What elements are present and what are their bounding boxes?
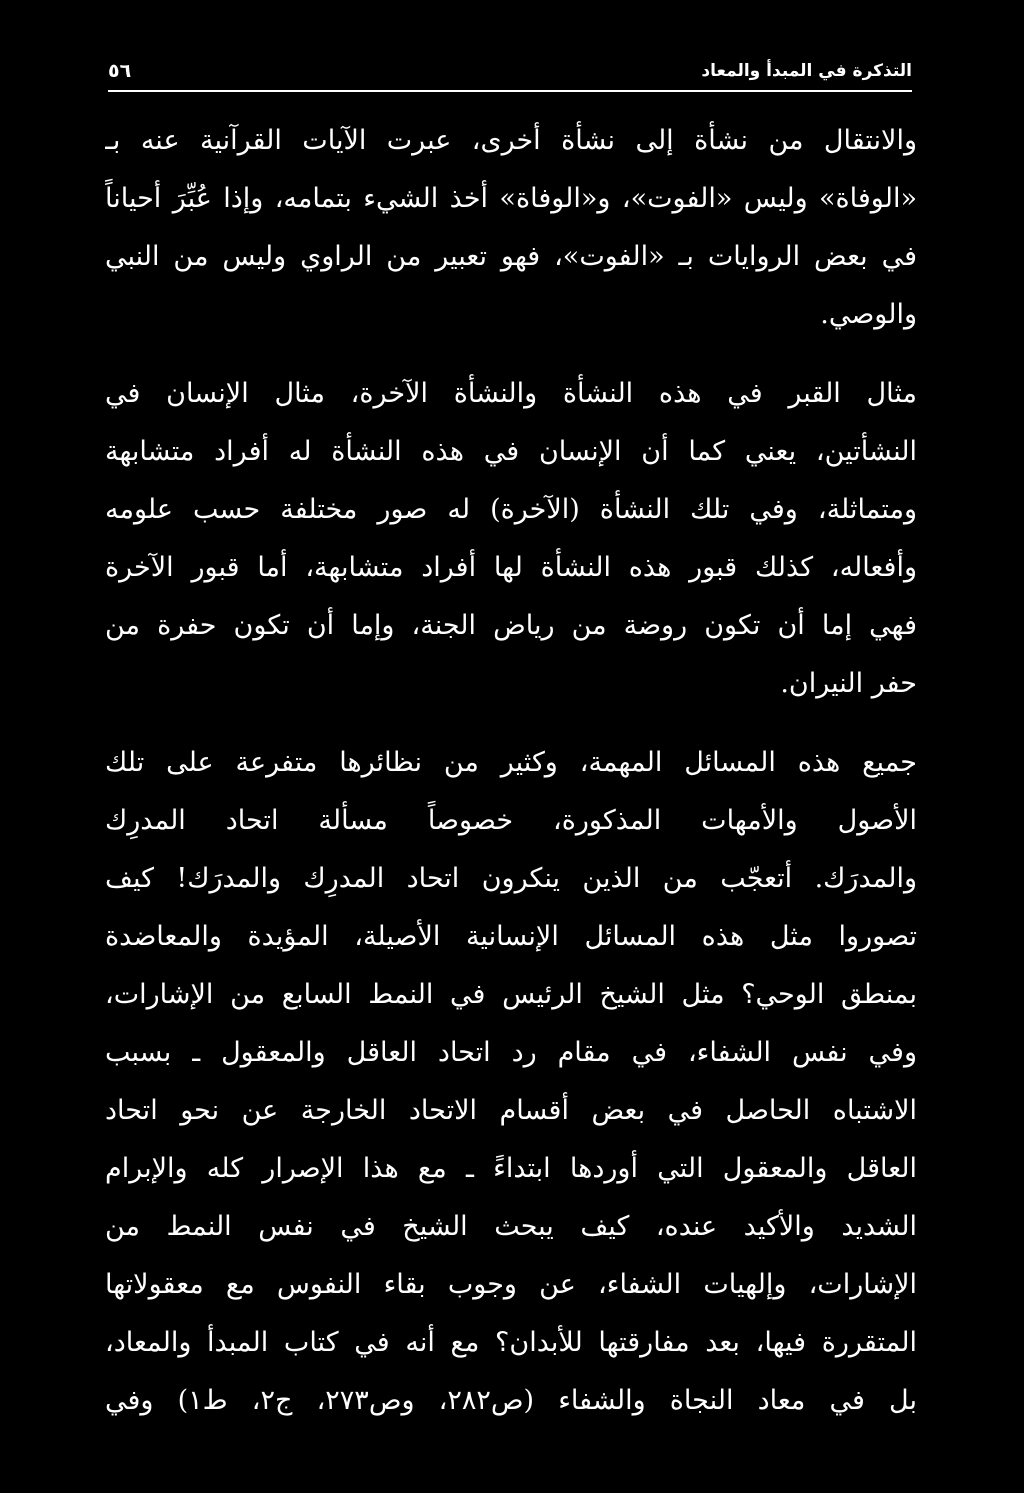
text-line: الأصول والأمهات المذكورة، خصوصاً مسألة اتحاد المدرِك (105, 805, 917, 836)
text-line: وفي نفس الشفاء، في مقام رد اتحاد العاقل والمعقول ـ بسبب (105, 1037, 917, 1068)
text-line: المتقررة فيها، بعد مفارقتها للأبدان؟ مع أنه في كتاب المبدأ والمعاد، (105, 1327, 917, 1358)
text-line: الإشارات، وإلهيات الشفاء، عن وجوب بقاء النفوس مع معقولاتها (105, 1269, 917, 1300)
text-line: فهي إما أن تكون روضة من رياض الجنة، وإما أن تكون حفرة من (105, 610, 917, 641)
text-line: الشديد والأكيد عنده، كيف يبحث الشيخ في نفس النمط من (105, 1211, 917, 1242)
text-line: بل في معاد النجاة والشفاء (ص٢٨٢، وص٢٧٣، ج٢، ط١) وفي (105, 1385, 917, 1416)
text-line: العاقل والمعقول التي أوردها ابتداءً ـ مع هذا الإصرار كله والإبرام (105, 1153, 917, 1184)
text-line: حفر النيران. (780, 668, 917, 699)
paragraph-2 (105, 365, 917, 713)
text-line: ومتماثلة، وفي تلك النشأة (الآخرة) له صور مختلفة حسب علومه (105, 494, 917, 525)
text-line: النشأتين، يعني كما أن الإنسان في هذه النشأة له أفراد متشابهة (105, 436, 917, 467)
text-line: بمنطق الوحي؟ مثل الشيخ الرئيس في النمط السابع من الإشارات، (105, 979, 917, 1010)
running-title: التذكرة في المبدأ والمعاد (701, 61, 912, 81)
page-number: ٥٦ (108, 60, 132, 82)
text-line: تصوروا مثل هذه المسائل الإنسانية الأصيلة، المؤيدة والمعاضدة (105, 921, 917, 952)
paragraph-gap (105, 713, 917, 734)
paragraph-3 (105, 734, 917, 1430)
text-line: والوصي. (820, 299, 917, 330)
text-line: والمدرَك. أتعجّب من الذين ينكرون اتحاد المدرِك والمدرَك! كيف (105, 863, 917, 894)
body-text (105, 112, 917, 1430)
paragraph-1 (105, 112, 917, 344)
text-line: مثال القبر في هذه النشأة والنشأة الآخرة، مثال الإنسان في (105, 378, 917, 409)
text-line: الاشتباه الحاصل في بعض أقسام الاتحاد الخارجة عن نحو اتحاد (105, 1095, 917, 1126)
text-line: «الوفاة» وليس «الفوت»، و«الوفاة» أخذ الشيء بتمامه، وإذا عُبِّرَ أحياناً (105, 183, 917, 214)
text-line: والانتقال من نشأة إلى نشأة أخرى، عبرت الآيات القرآنية عنه بـ (105, 125, 917, 156)
text-line: جميع هذه المسائل المهمة، وكثير من نظائرها متفرعة على تلك (105, 747, 917, 778)
text-line: وأفعاله، كذلك قبور هذه النشأة لها أفراد متشابهة، أما قبور الآخرة (105, 552, 917, 583)
text-line: في بعض الروايات بـ «الفوت»، فهو تعبير من الراوي وليس من النبي (105, 241, 917, 272)
page-header (108, 52, 912, 92)
paragraph-gap (105, 344, 917, 365)
